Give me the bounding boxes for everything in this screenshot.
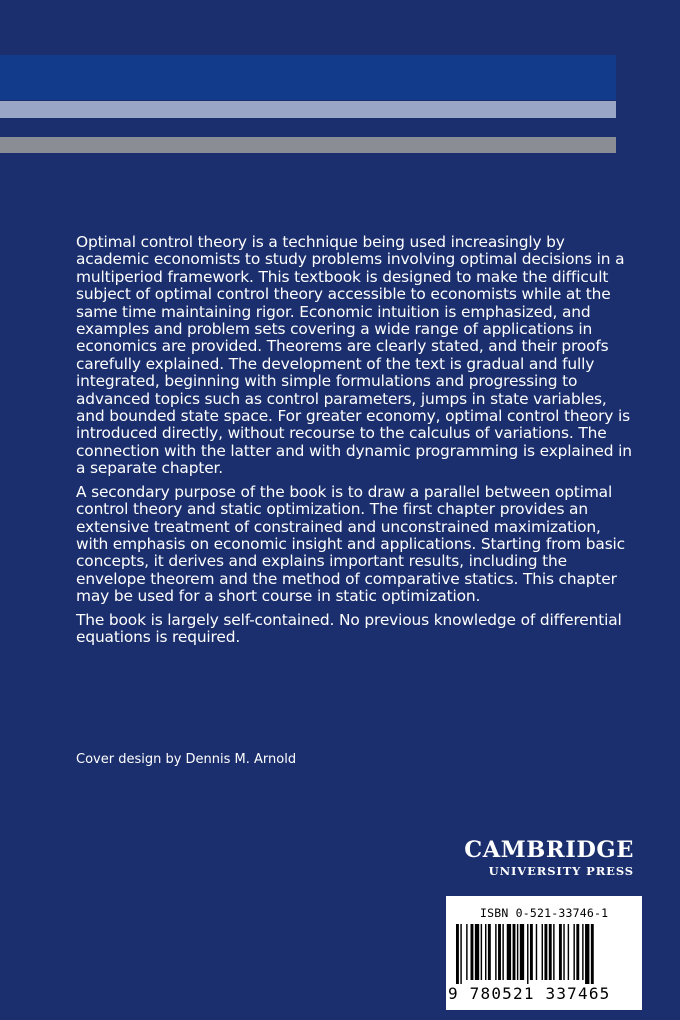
barcode-bar xyxy=(502,924,503,980)
barcode-bar xyxy=(513,924,516,980)
barcode-label xyxy=(446,896,642,1010)
barcode-bar xyxy=(456,924,459,984)
barcode-bar xyxy=(568,924,569,980)
barcode-bar xyxy=(542,924,543,980)
barcode-bar xyxy=(471,924,474,980)
publisher-logo xyxy=(464,838,634,878)
barcode-bar xyxy=(585,924,589,984)
barcode-bar xyxy=(460,924,461,984)
publisher-name: CAMBRIDGE xyxy=(464,837,634,863)
barcode-bar xyxy=(591,924,594,984)
isbn-number: ISBN 0-521-33746-1 xyxy=(480,906,609,920)
cover-design-credit: Cover design by Dennis M. Arnold xyxy=(76,752,297,767)
barcode-bar xyxy=(517,924,518,980)
barcode-bar xyxy=(507,924,511,980)
barcode-bar xyxy=(475,924,479,980)
barcode-bar xyxy=(553,924,554,980)
barcode-bar xyxy=(536,924,537,980)
blurb-paragraph-3: The book is largely self-contained. No previous knowledge of differential equations is required. xyxy=(76,610,622,646)
barcode-bar xyxy=(544,924,547,980)
barcode-bar xyxy=(573,924,574,980)
barcode-bar xyxy=(527,924,528,984)
barcode-bar xyxy=(466,924,467,980)
barcode-bar xyxy=(485,924,486,980)
top-stripe-dark xyxy=(0,55,616,100)
blurb-paragraph-2: A secondary purpose of the book is to draw a parallel between optimal control theory and static optimization. The first chapter provides an extensive treatment of constrained and unconstrained maximization, with emphasis on economic insight and applications. Starting from basic concepts, it derives and explains important results, including the envelope theorem and the method of comparative statics. This chapter may be used for a short course in static optimization. xyxy=(76,482,625,606)
barcode-bar xyxy=(530,924,533,980)
barcode-bar xyxy=(488,924,491,980)
back-cover-blurb xyxy=(76,234,632,652)
ean-number: 9 780521 337465 xyxy=(448,984,611,1003)
top-stripe-light xyxy=(0,101,616,118)
barcode-bar xyxy=(498,924,501,980)
barcode-bar xyxy=(576,924,579,980)
barcode-bar xyxy=(481,924,482,980)
barcode-bar xyxy=(520,924,524,980)
barcode-bar xyxy=(563,924,564,980)
barcode-bar xyxy=(549,924,552,980)
barcode-bar xyxy=(559,924,562,980)
barcode-icon xyxy=(456,924,632,984)
barcode-bar xyxy=(495,924,496,980)
top-stripe-gray xyxy=(0,137,616,153)
publisher-press: UNIVERSITY PRESS xyxy=(488,864,634,878)
blurb-paragraph-1: Optimal control theory is a technique being used increasingly by academic economists to study problems involving optimal decisions in a multiperiod framework. This textbook is designed to make the difficult subject of optimal control theory accessible to economists while at the same time maintaining rigor. Economic intuition is emphasized, and examples and problem sets covering a wide range of applications in economics are provided. Theorems are clearly stated, and their proofs carefully explained. The development of the text is gradual and fully integrated, beginning with simple formulations and progressing to advanced topics such as control parameters, jumps in state variables, and bounded state space. For greater economy, optimal control theory is introduced directly, without recourse to the calculus of variations. The connection with the latter and with dynamic programming is explained in a separate chapter. xyxy=(76,233,632,478)
barcode-bar xyxy=(582,924,583,980)
